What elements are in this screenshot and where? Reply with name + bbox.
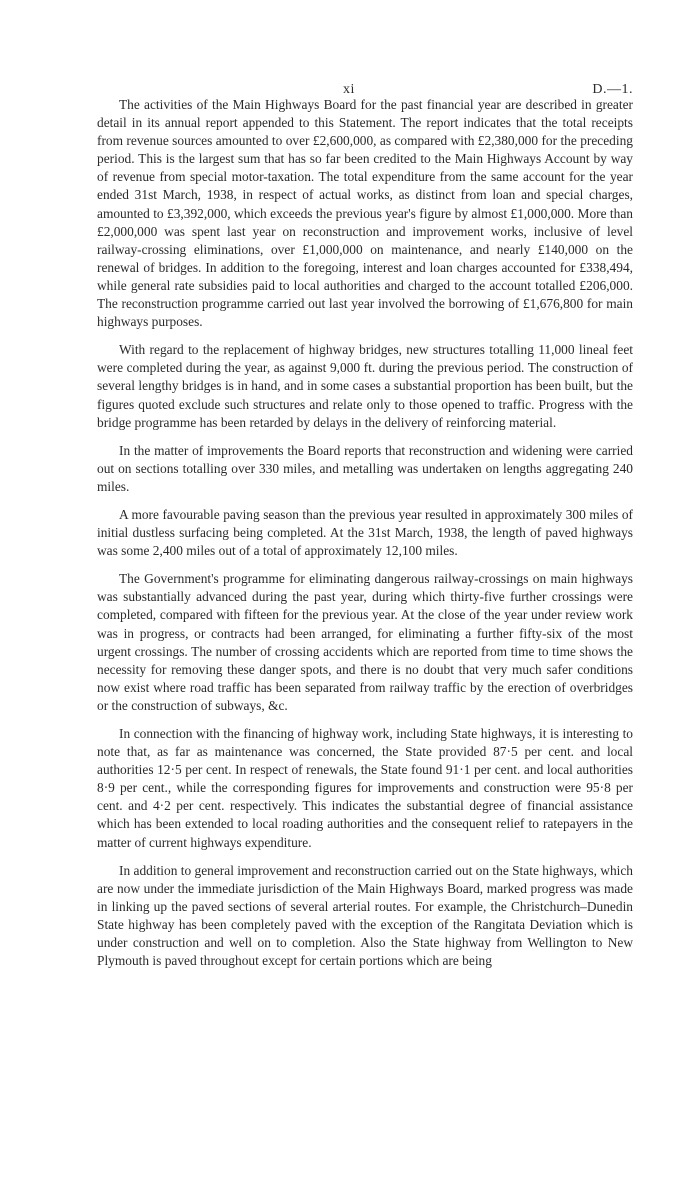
document-page <box>97 0 633 980</box>
paragraph-railway-crossings: The Government's programme for eliminating dangerous railway-crossings on main highways was substantially advanced during the past year, during which thirty-five further crossings were completed, compared with fifteen for the previous year. At the close of the year under review work was in progress, or contracts had been arranged, for eliminating a further fifty-six of the most urgent crossings. The number of crossing accidents which are reported from time to time shows the necessity for removing these danger spots, and there is no doubt that very much safer conditions now exist where road traffic has been separated from railway traffic by the erection of overbridges or the construction of subways, &c. <box>97 571 633 713</box>
document-reference: D.—1. <box>592 82 633 97</box>
paragraph-state-highways: In addition to general improvement and reconstruction carried out on the State highways, which are now under the immediate jurisdiction of the Main Highways Board, marked progress was made in linking up the paved sections of several arterial routes. For example, the Christchurch–Dunedin State highway has been completely paved with the exception of the Rangitata Deviation which is under construction and well on to completion. Also the State highway from Wellington to New Plymouth is paved throughout except for certain portions which are being <box>97 862 633 969</box>
page-number: xi <box>343 82 355 97</box>
page-header <box>97 0 633 96</box>
body-text <box>97 96 633 970</box>
paragraph-paving: A more favourable paving season than the previous year resulted in approximately 300 miles of initial dustless surfacing being completed. At the 31st March, 1938, the length of paved highways was some 2,400 miles out of a total of approximately 12,100 miles. <box>97 506 633 559</box>
paragraph-highways-board-finance: The activities of the Main Highways Board for the past financial year are described in greater detail in its annual report appended to this Statement. The report indicates that the total receipts from revenue sources amounted to over £2,600,000, as compared with £2,380,000 for the preceding period. This is the largest sum that has so far been credited to the Main Highways Account by way of revenue from special motor-taxation. The total expenditure from the same account for the year ended 31st March, 1938, in respect of actual works, as distinct from loan and special charges, amounted to £3,392,000, which exceeds the previous year's figure by almost £1,000,000. More than £2,000,000 was spent last year on reconstruction and improvement works, inclusive of level railway-crossing eliminations, over £1,000,000 on maintenance, and nearly £140,000 on the renewal of bridges. In addition to the foregoing, interest and loan charges accounted for £338,494, while general rate subsidies paid to local authorities and charged to the account totalled £206,000. The reconstruction programme carried out last year involved the borrowing of £1,676,800 for main highways purposes. <box>97 97 633 330</box>
paragraph-bridges: With regard to the replacement of highway bridges, new structures totalling 11,000 lineal feet were completed during the year, as against 9,000 ft. during the previous period. The construction of several lengthy bridges is in hand, and in some cases a substantial proportion has been built, but the figures quoted exclude such structures and relate only to those opened to traffic. Progress with the bridge programme has been retarded by delays in the delivery of reinforcing material. <box>97 342 633 430</box>
paragraph-improvements: In the matter of improvements the Board reports that reconstruction and widening were carried out on sections totalling over 330 miles, and metalling was undertaken on lengths aggregating 240 miles. <box>97 442 633 494</box>
paragraph-financing: In connection with the financing of highway work, including State highways, it is interesting to note that, as far as maintenance was concerned, the State provided 87·5 per cent. and local authorities 12·5 per cent. In respect of renewals, the State found 91·1 per cent. and local authorities 8·9 per cent., while the corresponding figures for improvements and construction were 95·8 per cent. and 4·2 per cent. respectively. This indicates the substantial degree of financial assistance which has been extended to local roading authorities and the consequent relief to ratepayers in the matter of current highways expenditure. <box>97 726 633 850</box>
